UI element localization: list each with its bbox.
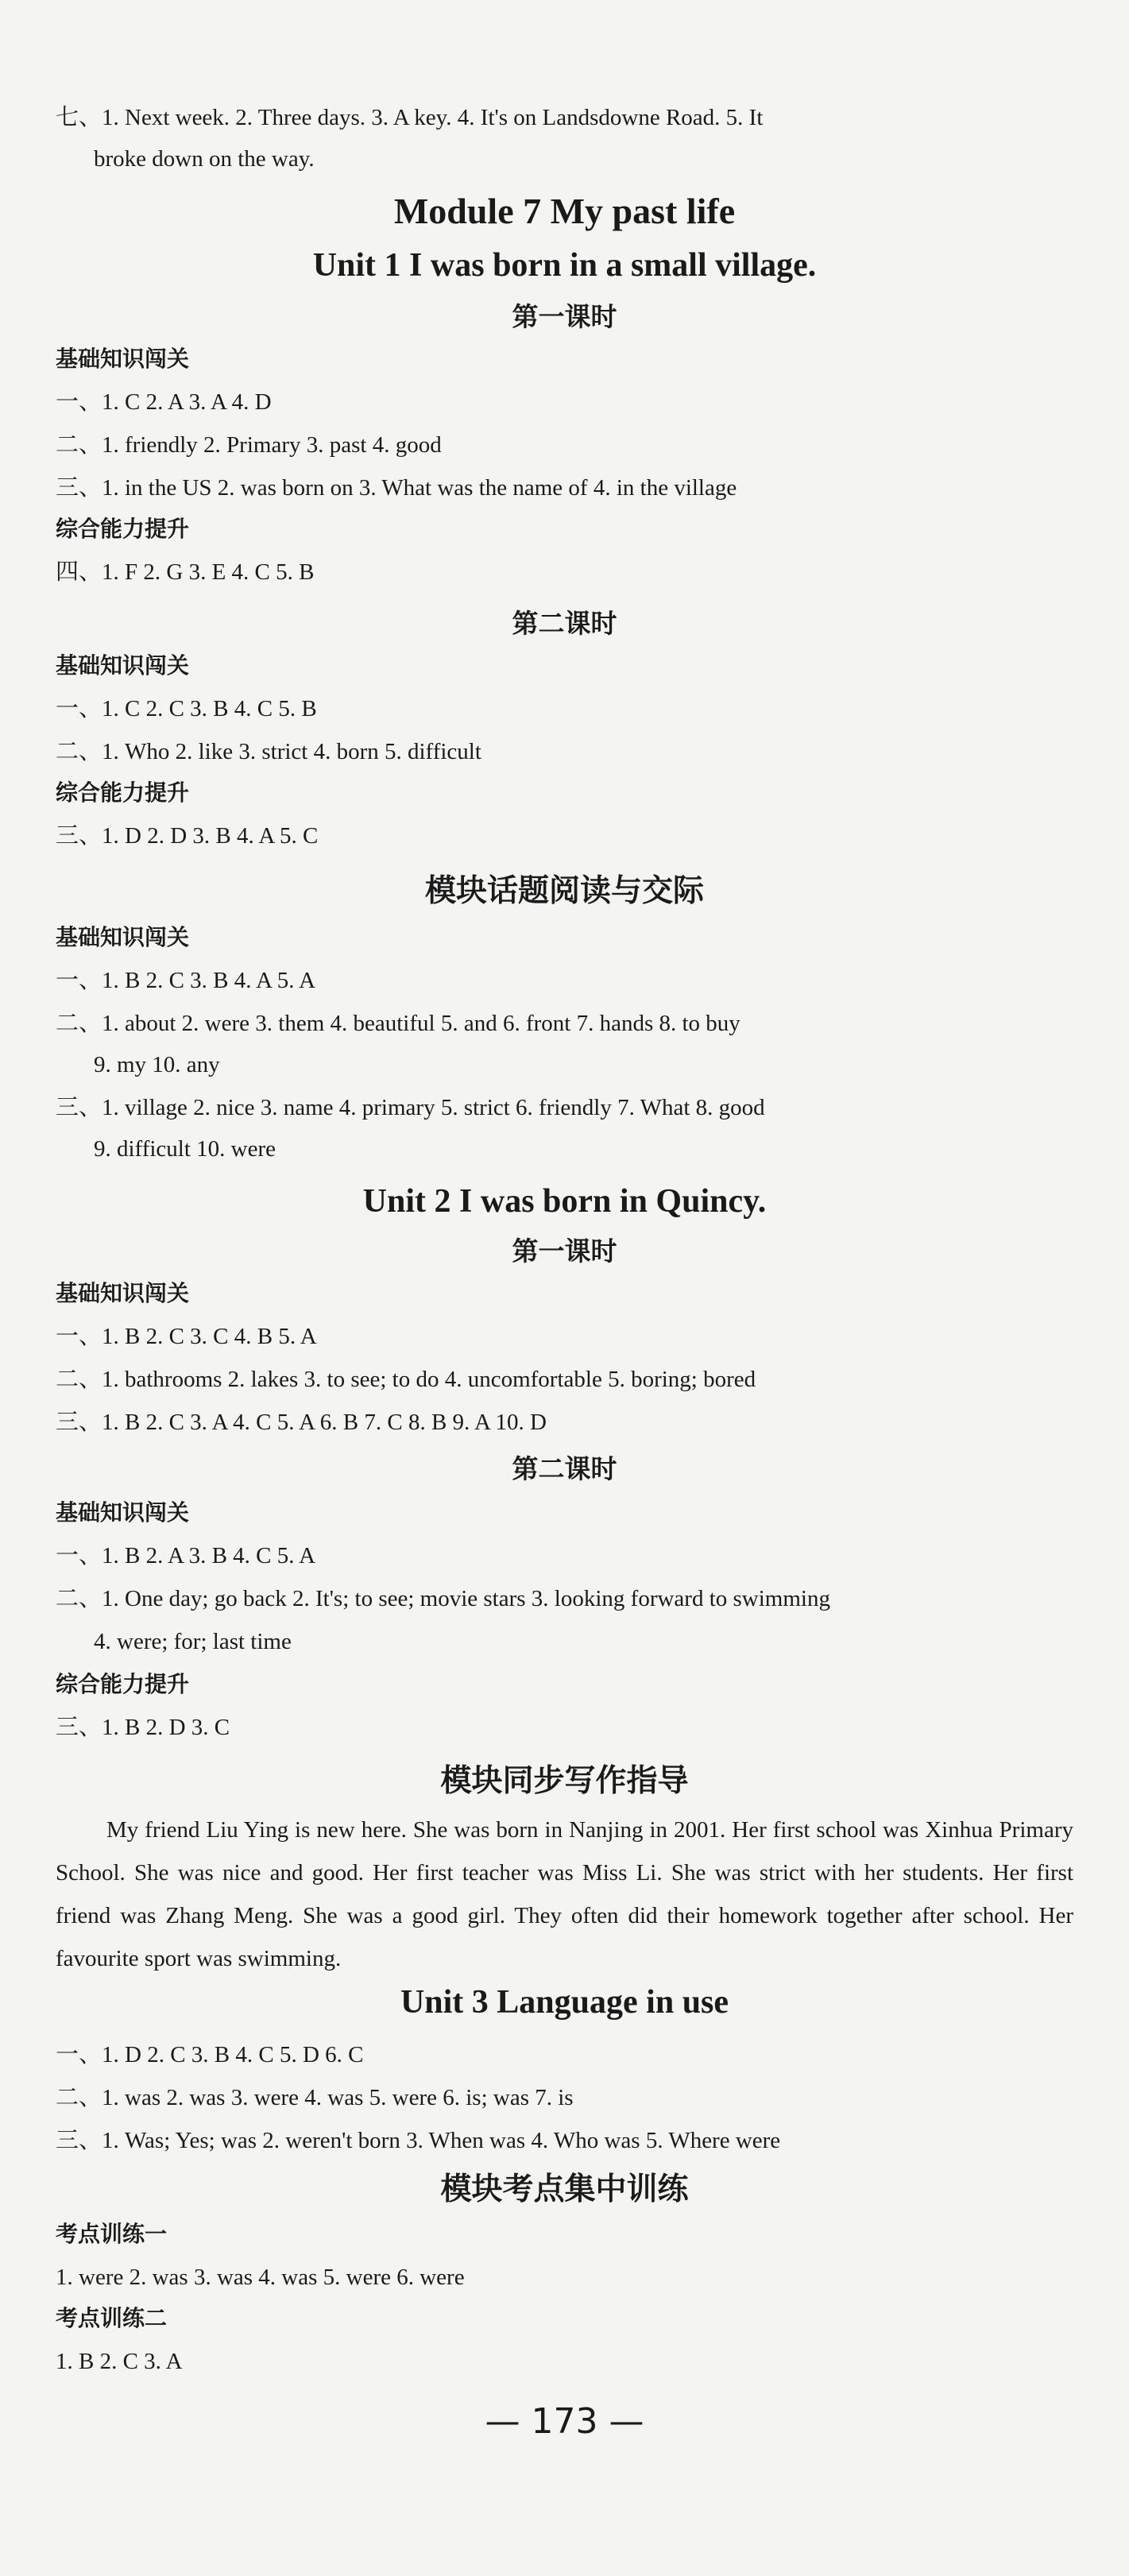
- section-label: 基础知识闯关: [56, 1280, 190, 1306]
- module-title: Module 7 My past life: [393, 191, 736, 231]
- answer-line: 一、1. C 2. C 3. B 4. C 5. B: [56, 696, 317, 721]
- lesson-heading: 第二课时: [512, 1453, 617, 1484]
- answer-line: 一、1. B 2. A 3. B 4. C 5. A: [56, 1543, 316, 1568]
- unit-title: Unit 1 I was born in a small village.: [312, 247, 817, 284]
- lesson-heading: 第一课时: [512, 1236, 617, 1267]
- section-label: 基础知识闯关: [56, 652, 190, 679]
- unit-title: Unit 3 Language in use: [400, 1984, 729, 2021]
- answer-line: 二、1. bathrooms 2. lakes 3. to see; to do 4. uncomfortable 5. boring; bored: [56, 1367, 756, 1392]
- unit-title: Unit 2 I was born in Quincy.: [362, 1183, 767, 1220]
- answer-line: 二、1. about 2. were 3. them 4. beautiful 5. and 6. front 7. hands 8. to buy: [56, 1011, 740, 1036]
- answer-line: 三、1. B 2. C 3. A 4. C 5. A 6. B 7. C 8. B 9. A 10. D: [56, 1410, 547, 1435]
- answer-line: 一、1. D 2. C 3. B 4. C 5. D 6. C: [56, 2042, 364, 2067]
- answer-line: 一、1. B 2. C 3. B 4. A 5. A: [56, 968, 316, 993]
- answer-line: 二、1. friendly 2. Primary 3. past 4. good: [56, 432, 442, 458]
- section-label: 综合能力提升: [56, 516, 190, 542]
- writing-paragraph: My friend Liu Ying is new here. She was born in Nanjing in 2001. Her first school was Xinhua Primary School. She was nice and good. Her first teacher was Miss Li. She was strict with her students. Her first friend was Zhang Meng. She was a good girl. They often did their homework together after school. Her favourite sport was swimming.: [56, 1817, 1073, 1971]
- page-number: — 173 —: [485, 2401, 644, 2442]
- answer-line: 三、1. Was; Yes; was 2. weren't born 3. When was 4. Who was 5. Where were: [56, 2128, 781, 2153]
- section-label: 考点训练二: [56, 2305, 168, 2331]
- answer-line: 二、1. Who 2. like 3. strict 4. born 5. difficult: [56, 739, 481, 764]
- section-label: 基础知识闯关: [56, 924, 190, 950]
- section-label: 综合能力提升: [56, 779, 190, 806]
- answer-line: 1. were 2. was 3. was 4. was 5. were 6. were: [56, 2265, 465, 2290]
- section-title: 模块考点集中训练: [440, 2172, 689, 2207]
- answer-line: 七、1. Next week. 2. Three days. 3. A key. 4. It's on Landsdowne Road. 5. It: [56, 105, 764, 130]
- answer-line: 三、1. in the US 2. was born on 3. What was the name of 4. in the village: [56, 475, 737, 501]
- answer-line: 三、1. village 2. nice 3. name 4. primary 5. strict 6. friendly 7. What 8. good: [56, 1095, 765, 1120]
- answer-line: 三、1. B 2. D 3. C: [56, 1715, 230, 1740]
- answer-line: 1. B 2. C 3. A: [56, 2349, 183, 2374]
- answer-line: 四、1. F 2. G 3. E 4. C 5. B: [56, 559, 315, 585]
- lesson-heading: 第一课时: [512, 301, 617, 332]
- answer-line: 9. difficult 10. were: [94, 1136, 276, 1162]
- section-title: 模块同步写作指导: [440, 1763, 689, 1799]
- answer-line: 一、1. C 2. A 3. A 4. D: [56, 389, 272, 415]
- answer-line: 二、1. was 2. was 3. were 4. was 5. were 6. is; was 7. is: [56, 2085, 574, 2110]
- answer-line: 9. my 10. any: [94, 1052, 220, 1077]
- answer-line: 二、1. One day; go back 2. It's; to see; movie stars 3. looking forward to swimming: [56, 1586, 830, 1611]
- lesson-heading: 第二课时: [512, 608, 617, 639]
- answer-line: 4. were; for; last time: [94, 1629, 292, 1654]
- section-title: 模块话题阅读与交际: [424, 873, 704, 909]
- answer-line: broke down on the way.: [94, 146, 315, 172]
- answer-line: 三、1. D 2. D 3. B 4. A 5. C: [56, 823, 319, 849]
- section-label: 综合能力提升: [56, 1671, 190, 1697]
- section-label: 考点训练一: [56, 2221, 168, 2247]
- answer-line: 一、1. B 2. C 3. C 4. B 5. A: [56, 1324, 317, 1349]
- section-label: 基础知识闯关: [56, 346, 190, 372]
- section-label: 基础知识闯关: [56, 1499, 190, 1526]
